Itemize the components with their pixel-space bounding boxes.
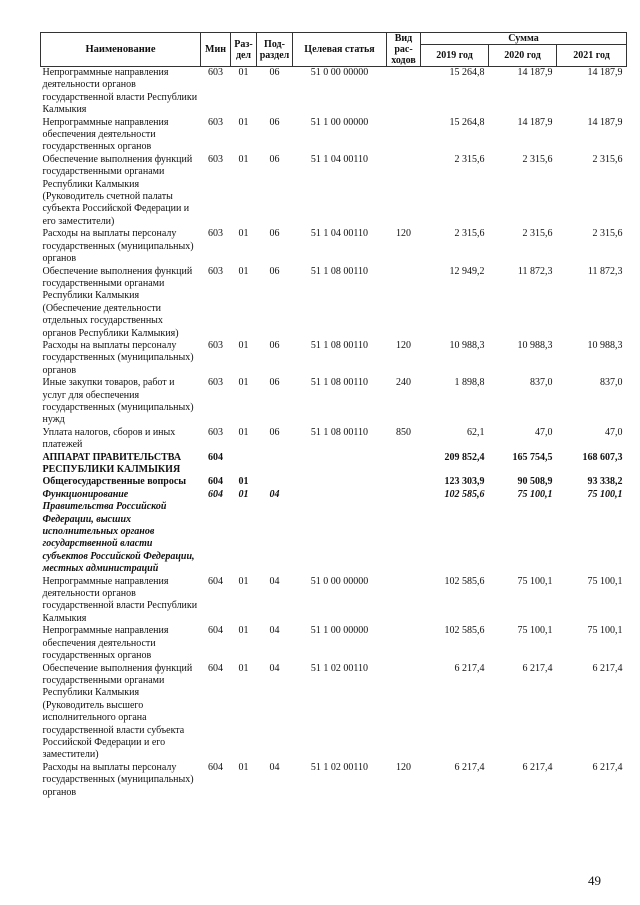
row-podrazdel: 06 [269,116,280,128]
row-sum-2021: 6 217,4 [592,662,623,674]
row-sum-2020: 11 872,3 [517,265,553,277]
row-razdel: 01 [238,228,249,240]
row-ministry: 603 [208,426,223,438]
table-row [41,154,627,228]
row-expense-type: 120 [396,339,411,351]
header-sum: Сумма [421,33,627,45]
header-year-2019: 2019 год [421,45,489,67]
table-row [41,476,627,488]
row-ministry: 603 [208,228,223,240]
row-sum-2021: 2 315,6 [592,153,623,165]
row-sum-2020: 837,0 [530,377,553,389]
row-sum-2020: 165 754,5 [512,451,553,463]
row-sum-2019: 209 852,4 [444,451,485,463]
row-ministry: 603 [208,67,223,78]
row-ministry: 603 [208,153,223,165]
header-year-2020: 2020 год [489,45,557,67]
row-name: Обеспечение выполнения функций государственными органами Республики Калмыкия (Обеспечение деятельности отдельных государственных органов Республики Калмыкия) [42,265,193,339]
row-name: Функционирование Правительства Российской Федерации, высших исполнительных органов государственной власти субъектов Российской Федерации, местных администраций [42,488,195,575]
row-ministry: 604 [208,625,223,637]
row-target-article [293,476,387,488]
row-target-article: 51 1 02 00110 [310,761,369,773]
row-name: Непрограммные направления деятельности органов государственной власти Республики Калмыкия [42,67,198,116]
row-sum-2019: 102 585,6 [444,575,485,587]
row-sum-2021: 837,0 [600,377,623,389]
header-razdel: Раз-дел [231,33,257,67]
row-sum-2020: 75 100,1 [517,488,553,500]
table-row [41,266,627,340]
row-expense-type [387,489,421,576]
row-sum-2020: 14 187,9 [517,116,553,128]
row-name: Расходы на выплаты персоналу государственных (муниципальных) органов [42,228,194,265]
row-name: Общегосударственные вопросы [42,476,187,488]
row-sum-2020: 14 187,9 [517,67,553,78]
row-sum-2019: 15 264,8 [449,116,485,128]
row-name: Обеспечение выполнения функций государственными органами Республики Калмыкия (Руководитель высшего исполнительного органа государственной власти субъекта Российской Федерации и его заместители) [42,662,193,761]
row-podrazdel: 06 [269,265,280,277]
row-podrazdel [257,452,293,477]
row-sum-2019: 15 264,8 [449,67,485,78]
row-ministry: 603 [208,265,223,277]
row-razdel: 01 [238,153,249,165]
row-razdel [231,452,257,477]
row-expense-type [387,266,421,340]
row-sum-2021: 11 872,3 [587,265,623,277]
row-razdel: 01 [238,476,249,488]
table-body [41,67,627,799]
row-podrazdel: 04 [269,761,280,773]
row-razdel: 01 [238,662,249,674]
row-sum-2021: 2 315,6 [592,228,623,240]
table-row [41,117,627,154]
row-sum-2020: 2 315,6 [522,228,553,240]
table-row [41,663,627,762]
row-sum-2021: 14 187,9 [587,67,623,78]
row-sum-2019: 62,1 [467,426,485,438]
row-sum-2021: 47,0 [605,426,623,438]
row-sum-2021: 75 100,1 [587,625,623,637]
row-target-article: 51 1 08 00110 [310,339,369,351]
row-expense-type [387,452,421,477]
row-expense-type: 120 [396,761,411,773]
header-expense-type: Вид рас-ходов [387,33,421,67]
row-target-article: 51 0 00 00000 [310,575,369,587]
row-expense-type [387,117,421,154]
row-podrazdel: 04 [269,625,280,637]
row-sum-2021: 10 988,3 [587,339,623,351]
row-sum-2019: 1 898,8 [454,377,485,389]
row-podrazdel: 04 [269,662,280,674]
table-row [41,427,627,452]
header-podrazdel: Под-раздел [257,33,293,67]
row-sum-2020: 90 508,9 [517,476,553,488]
table-row [41,489,627,576]
row-expense-type: 240 [396,377,411,389]
row-sum-2019: 6 217,4 [454,761,485,773]
row-sum-2021: 6 217,4 [592,761,623,773]
table-row [41,576,627,626]
row-razdel: 01 [238,339,249,351]
row-ministry: 604 [208,488,223,500]
row-sum-2020: 75 100,1 [517,575,553,587]
row-expense-type [387,154,421,228]
row-sum-2019: 2 315,6 [454,228,485,240]
row-target-article: 51 1 08 00110 [310,377,369,389]
row-sum-2019: 123 303,9 [444,476,485,488]
row-razdel: 01 [238,625,249,637]
row-expense-type [387,67,421,117]
row-target-article: 51 1 00 00000 [310,116,369,128]
row-ministry: 604 [208,575,223,587]
header-year-2021: 2021 год [557,45,627,67]
table-row [41,67,627,117]
row-sum-2020: 6 217,4 [522,662,553,674]
row-ministry: 604 [208,761,223,773]
row-sum-2019: 102 585,6 [444,488,485,500]
row-podrazdel: 06 [269,426,280,438]
row-sum-2019: 102 585,6 [444,625,485,637]
row-ministry: 603 [208,339,223,351]
row-ministry: 603 [208,377,223,389]
row-sum-2019: 10 988,3 [449,339,485,351]
row-podrazdel [257,476,293,488]
row-target-article [293,452,387,477]
table-row [41,340,627,377]
row-expense-type [387,576,421,626]
row-expense-type [387,663,421,762]
header-target-article: Целевая статья [293,33,387,67]
row-expense-type [387,625,421,662]
row-target-article: 51 1 08 00110 [310,265,369,277]
row-razdel: 01 [238,67,249,78]
row-expense-type [387,476,421,488]
row-podrazdel: 06 [269,377,280,389]
row-razdel: 01 [238,265,249,277]
row-name: Непрограммные направления деятельности органов государственной власти Республики Калмыкия [42,575,198,624]
row-sum-2021: 14 187,9 [587,116,623,128]
row-sum-2020: 10 988,3 [517,339,553,351]
table-row [41,452,627,477]
row-podrazdel: 06 [269,153,280,165]
row-ministry: 604 [208,476,223,488]
row-name: Непрограммные направления обеспечения деятельности государственных органов [42,116,169,153]
row-ministry: 604 [208,662,223,674]
row-podrazdel: 06 [269,339,280,351]
row-name: Расходы на выплаты персоналу государственных (муниципальных) органов [42,761,194,798]
row-ministry: 603 [208,116,223,128]
row-name: Иные закупки товаров, работ и услуг для обеспечения государственных (муниципальных) нужд [42,377,194,426]
row-podrazdel: 06 [269,67,280,78]
row-podrazdel: 06 [269,228,280,240]
table-row [41,762,627,799]
row-sum-2021: 75 100,1 [587,575,623,587]
row-razdel: 01 [238,488,249,500]
row-name: Обеспечение выполнения функций государственными органами Республики Калмыкия (Руководитель счетной палаты субъекта Российской Федерации и его заместители) [42,153,193,227]
row-sum-2020: 6 217,4 [522,761,553,773]
row-sum-2019: 12 949,2 [449,265,485,277]
row-target-article: 51 1 08 00110 [310,426,369,438]
row-target-article: 51 1 02 00110 [310,662,369,674]
row-name: АППАРАТ ПРАВИТЕЛЬСТВА РЕСПУБЛИКИ КАЛМЫКИЯ [42,451,182,475]
row-sum-2021: 93 338,2 [587,476,623,488]
budget-table [40,32,627,799]
row-sum-2020: 75 100,1 [517,625,553,637]
row-target-article: 51 0 00 00000 [310,67,369,78]
header-min: Мин [201,33,231,67]
row-target-article: 51 1 04 00110 [310,228,369,240]
row-target-article: 51 1 00 00000 [310,625,369,637]
row-sum-2020: 47,0 [535,426,553,438]
row-sum-2019: 2 315,6 [454,153,485,165]
row-name: Расходы на выплаты персоналу государственных (муниципальных) органов [42,339,194,376]
table-row [41,228,627,265]
header-name: Наименование [41,33,201,67]
row-podrazdel: 04 [269,575,280,587]
row-name: Уплата налогов, сборов и иных платежей [42,426,176,451]
row-razdel: 01 [238,116,249,128]
row-razdel: 01 [238,426,249,438]
row-razdel: 01 [238,575,249,587]
row-sum-2021: 75 100,1 [587,488,623,500]
row-target-article [293,489,387,576]
row-razdel: 01 [238,761,249,773]
table-row [41,625,627,662]
row-razdel: 01 [238,377,249,389]
row-expense-type: 850 [396,426,411,438]
row-target-article: 51 1 04 00110 [310,153,369,165]
row-sum-2020: 2 315,6 [522,153,553,165]
row-ministry: 604 [208,451,223,463]
row-expense-type: 120 [396,228,411,240]
page-number: 49 [588,873,601,888]
table-row [41,377,627,427]
row-podrazdel: 04 [269,488,280,500]
row-sum-2021: 168 607,3 [582,451,623,463]
row-sum-2019: 6 217,4 [454,662,485,674]
row-name: Непрограммные направления обеспечения деятельности государственных органов [42,625,169,662]
table-header [41,33,627,67]
